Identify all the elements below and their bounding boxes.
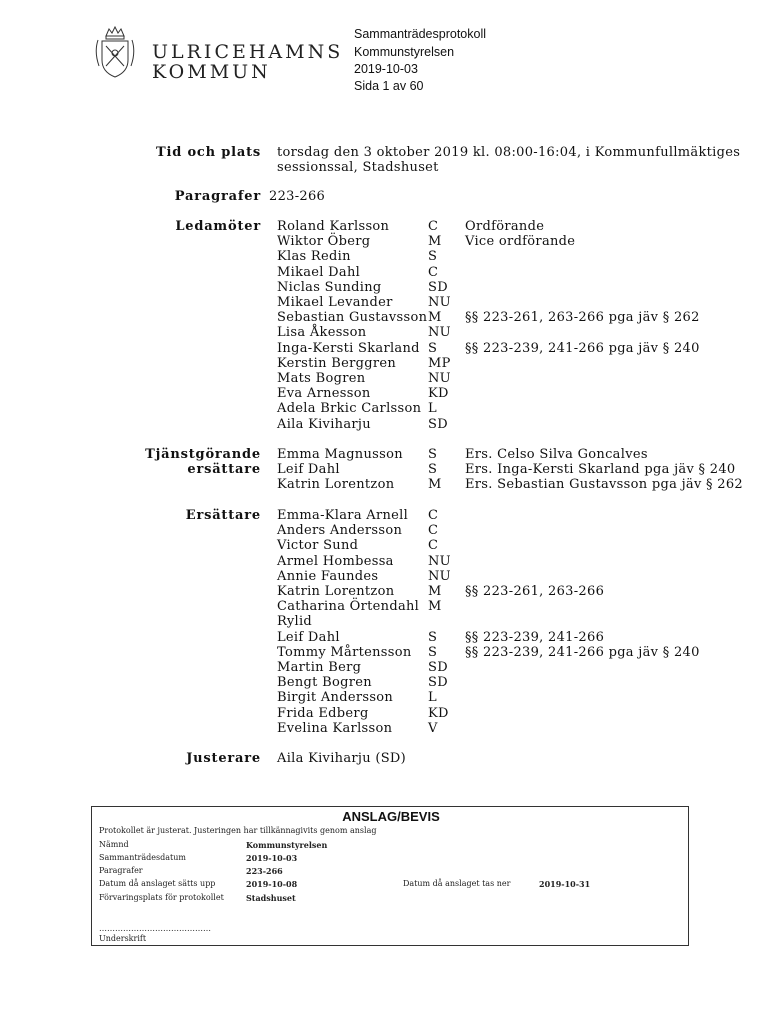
sammantradesdatum-label: Sammanträdesdatum: [99, 853, 186, 862]
member-party: V: [428, 720, 438, 736]
member-name: Martin Berg: [277, 660, 362, 675]
member-name: Birgit Andersson: [277, 690, 394, 706]
member-party: C: [428, 523, 439, 539]
member-party: NU: [428, 568, 451, 584]
member-name: Emma-Klara Arnell: [277, 508, 409, 523]
committee-name: Kommunstyrelsen: [354, 45, 455, 59]
member-party: C: [428, 508, 439, 523]
justerare-value: Aila Kiviharju (SD): [277, 751, 407, 766]
member-party: S: [428, 447, 438, 462]
member-party: M: [428, 599, 442, 615]
meeting-date: 2019-10-03: [354, 62, 418, 76]
member-party: M: [428, 584, 442, 599]
anslag-paragrafer-value: 223-266: [246, 866, 283, 876]
member-name: Kerstin Berggren: [277, 355, 397, 371]
member-name: Rylid: [277, 614, 313, 630]
member-party: M: [428, 310, 442, 326]
sammantradesdatum-value: 2019-10-03: [246, 853, 298, 863]
logo-line-1: ULRICEHAMNS: [152, 41, 344, 63]
member-name: Mikael Levander: [277, 295, 393, 310]
logo-line-2: KOMMUN: [152, 61, 271, 83]
member-party: C: [428, 219, 439, 234]
nertaget-value: 2019-10-31: [539, 879, 591, 889]
member-party: M: [428, 477, 442, 493]
member-party: SD: [428, 416, 448, 432]
member-name: Frida Edberg: [277, 705, 369, 721]
member-name: Annie Faundes: [277, 568, 379, 584]
member-party: L: [428, 690, 437, 706]
member-party: SD: [428, 660, 448, 675]
member-note: §§ 223-261, 263-266: [465, 584, 605, 599]
member-note: Ers. Inga-Kersti Skarland pga jäv § 240: [465, 462, 736, 478]
member-note: §§ 223-239, 241-266: [465, 629, 605, 645]
namnd-value: Kommunstyrelsen: [246, 840, 328, 850]
member-party: S: [428, 644, 438, 660]
paragrafer-value: 223-266: [269, 189, 326, 204]
coat-of-arms-icon: [92, 24, 138, 82]
member-party: MP: [428, 355, 451, 371]
member-name: Armel Hombessa: [277, 553, 394, 569]
member-name: Katrin Lorentzon: [277, 584, 395, 599]
member-party: L: [428, 401, 437, 417]
member-party: S: [428, 249, 438, 265]
member-name: Bengt Bogren: [277, 675, 372, 691]
member-party: SD: [428, 675, 448, 691]
member-party: KD: [428, 386, 449, 402]
member-party: C: [428, 538, 439, 554]
tid-line-2: sessionssal, Stadshuset: [277, 160, 439, 175]
member-party: NU: [428, 371, 451, 386]
member-party: S: [428, 462, 438, 478]
tid-line-1: torsdag den 3 oktober 2019 kl. 08:00-16:04, i Kommunfullmäktiges: [277, 145, 741, 160]
member-name: Evelina Karlsson: [277, 720, 393, 736]
member-party: C: [428, 264, 439, 280]
member-name: Katrin Lorentzon: [277, 477, 395, 493]
paragrafer-label: Paragrafer: [174, 189, 261, 204]
tid-label: Tid och plats: [156, 145, 261, 160]
member-name: Mikael Dahl: [277, 264, 361, 280]
member-name: Anders Andersson: [277, 523, 403, 539]
signature-label: Underskrift: [99, 934, 147, 943]
member-party: NU: [428, 295, 451, 310]
member-party: SD: [428, 279, 448, 295]
forvaring-value: Stadshuset: [246, 893, 296, 903]
member-party: NU: [428, 325, 451, 341]
member-name: Victor Sund: [277, 538, 359, 554]
member-party: NU: [428, 553, 451, 569]
member-name: Eva Arnesson: [277, 386, 371, 402]
ersattare-label: Ersättare: [185, 508, 261, 523]
member-name: Sebastian Gustavsson: [277, 310, 428, 326]
member-name: Lisa Åkesson: [277, 325, 367, 341]
member-name: Tommy Mårtensson: [277, 644, 412, 660]
member-name: Inga-Kersti Skarland: [277, 340, 420, 356]
member-name: Mats Bogren: [277, 371, 366, 386]
member-note: §§ 223-239, 241-266 pga jäv § 240: [465, 644, 700, 660]
tjanstgorande-label-1: Tjänstgörande: [145, 447, 261, 462]
anslag-intro: Protokollet är justerat. Justeringen har tillkännagivits genom anslag: [99, 826, 377, 835]
member-name: Niclas Sunding: [277, 279, 382, 295]
forvaring-label: Förvaringsplats för protokollet: [99, 893, 224, 902]
member-note: Vice ordförande: [465, 234, 576, 250]
tjanstgorande-label-2: ersättare: [187, 462, 261, 477]
member-name: Klas Redin: [277, 249, 351, 265]
member-party: M: [428, 234, 442, 250]
signature-line: ……………………………………: [99, 924, 211, 933]
member-note: Ers. Sebastian Gustavsson pga jäv § 262: [465, 477, 743, 493]
member-name: Leif Dahl: [277, 462, 340, 478]
uppsatt-value: 2019-10-08: [246, 879, 298, 889]
ledamoter-label: Ledamöter: [175, 219, 261, 234]
member-party: S: [428, 629, 438, 645]
member-party: KD: [428, 705, 449, 721]
member-note: Ers. Celso Silva Goncalves: [465, 447, 648, 462]
member-name: Emma Magnusson: [277, 447, 403, 462]
member-name: Aila Kiviharju: [277, 416, 371, 432]
member-note: §§ 223-261, 263-266 pga jäv § 262: [465, 310, 700, 326]
member-name: Leif Dahl: [277, 629, 340, 645]
anslag-paragrafer-label: Paragrafer: [99, 866, 143, 875]
member-note: Ordförande: [465, 219, 545, 234]
member-party: S: [428, 340, 438, 356]
uppsatt-label: Datum då anslaget sätts upp: [99, 879, 216, 888]
nertaget-label: Datum då anslaget tas ner: [403, 879, 511, 888]
document-type: Sammanträdesprotokoll: [354, 27, 487, 41]
member-name: Wiktor Öberg: [277, 234, 371, 250]
justerare-label: Justerare: [186, 751, 261, 766]
anslag-title: ANSLAG/BEVIS: [342, 809, 440, 824]
page-number: Sida 1 av 60: [354, 79, 424, 93]
member-name: Catharina Örtendahl: [277, 599, 420, 615]
member-name: Roland Karlsson: [277, 219, 390, 234]
member-note: §§ 223-239, 241-266 pga jäv § 240: [465, 340, 700, 356]
member-name: Adela Brkic Carlsson: [277, 401, 422, 417]
anslag-box: [91, 806, 689, 946]
namnd-label: Nämnd: [99, 840, 129, 849]
